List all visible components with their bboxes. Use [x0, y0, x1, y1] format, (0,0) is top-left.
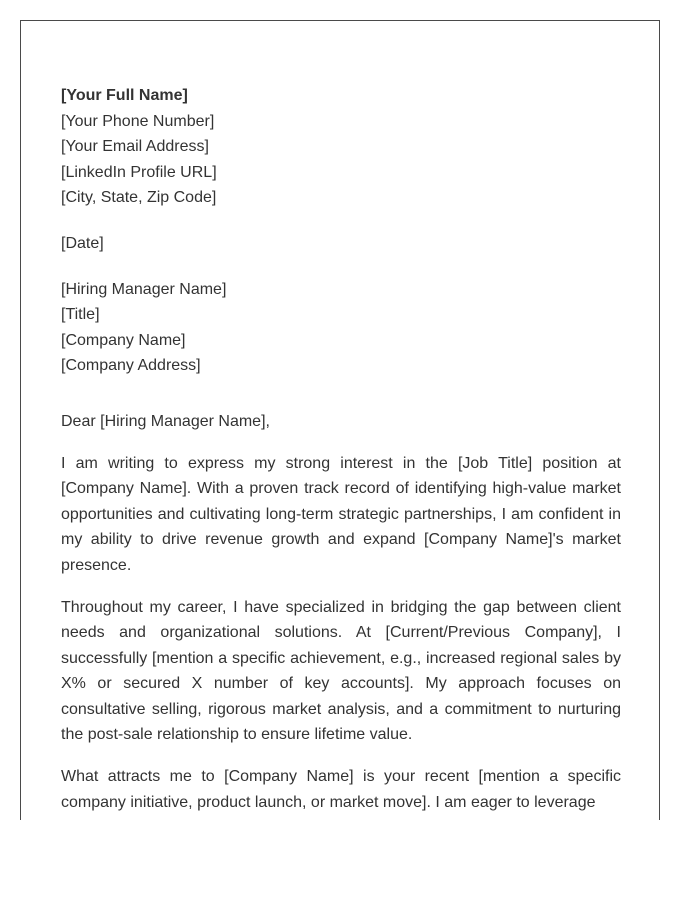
recipient-address: [Company Address] — [61, 357, 201, 375]
recipient-title: [Title] — [61, 306, 100, 324]
body-paragraph-1: I am writing to express my strong interest in the [Job Title] position at [Company Name]. With a proven track record of identifying high-value market opportunities and cultivating long-term strategic partnerships, I am confident in my ability to drive revenue growth and expand [Company Name]'s market presence. — [61, 454, 621, 574]
salutation: Dear [Hiring Manager Name], — [61, 412, 270, 430]
recipient-block — [61, 277, 621, 379]
body-paragraph-3: What attracts me to [Company Name] is your recent [mention a specific company initiative, product launch, or market move]. I am eager to leverage — [61, 768, 621, 811]
sender-location: [City, State, Zip Code] — [61, 189, 217, 207]
sender-phone: [Your Phone Number] — [61, 112, 215, 130]
sender-full-name: [Your Full Name] — [61, 87, 188, 104]
body-paragraph-2: Throughout my career, I have specialized in bridging the gap between client needs and organizational solutions. At [Current/Previous Company], I successfully [mention a specific achievement, e.g., increased regional sales by X% or secured X number of key accounts]. My approach focuses on consultative selling, rigorous market analysis, and a commitment to nurturing the post-sale relationship to ensure lifetime value. — [61, 598, 621, 744]
sender-block — [61, 83, 621, 211]
recipient-name: [Hiring Manager Name] — [61, 280, 227, 298]
sender-email: [Your Email Address] — [61, 138, 209, 156]
letter-date: [Date] — [61, 234, 104, 252]
cover-letter-body — [61, 83, 621, 815]
recipient-company: [Company Name] — [61, 331, 186, 349]
document-page — [20, 20, 660, 820]
sender-linkedin: [LinkedIn Profile URL] — [61, 163, 217, 181]
